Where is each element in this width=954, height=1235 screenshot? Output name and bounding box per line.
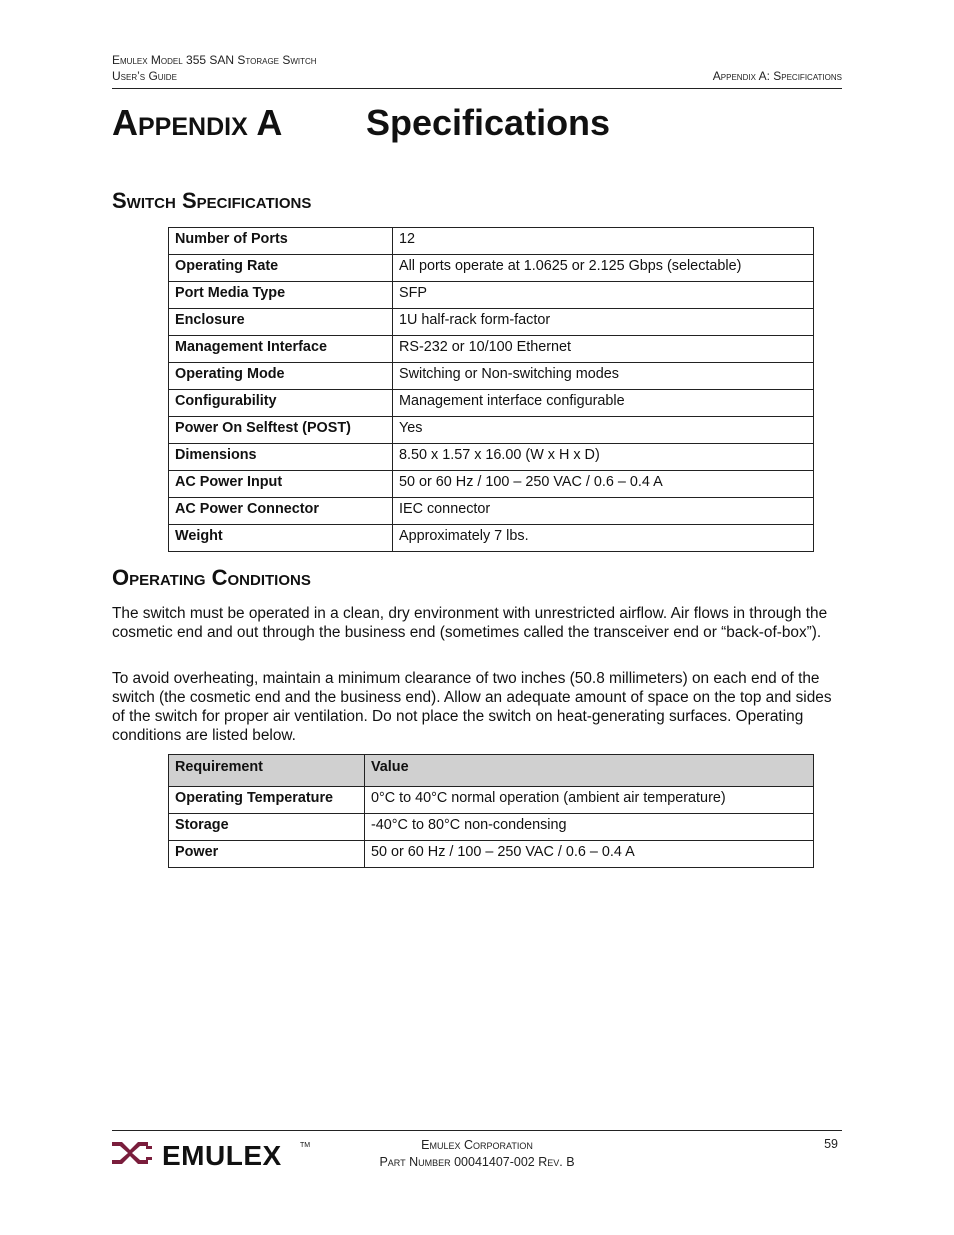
footer-rule <box>112 1130 842 1131</box>
spec-key: Port Media Type <box>169 282 393 309</box>
footer-center <box>300 1137 654 1171</box>
spec-row <box>169 525 814 552</box>
value-header: Value <box>365 755 814 787</box>
spec-row <box>169 471 814 498</box>
spec-row <box>169 390 814 417</box>
spec-key: Management Interface <box>169 336 393 363</box>
company-name: Emulex Corporation <box>421 1138 533 1152</box>
condition-value: -40°C to 80°C non-condensing <box>365 814 814 841</box>
page-number: 59 <box>824 1137 838 1151</box>
condition-value: 0°C to 40°C normal operation (ambient air temperature) <box>365 787 814 814</box>
spec-key: Configurability <box>169 390 393 417</box>
spec-value: SFP <box>393 282 814 309</box>
operating-conditions-table <box>168 754 814 868</box>
condition-key: Storage <box>169 814 365 841</box>
spec-value: IEC connector <box>393 498 814 525</box>
spec-key: Weight <box>169 525 393 552</box>
spec-value: 8.50 x 1.57 x 16.00 (W x H x D) <box>393 444 814 471</box>
spec-key: Enclosure <box>169 309 393 336</box>
spec-row <box>169 255 814 282</box>
spec-value: 50 or 60 Hz / 100 – 250 VAC / 0.6 – 0.4 A <box>393 471 814 498</box>
condition-row <box>169 841 814 868</box>
spec-value: Management interface configurable <box>393 390 814 417</box>
emulex-wordmark: EMULEX <box>162 1140 282 1170</box>
spec-row <box>169 417 814 444</box>
spec-row <box>169 282 814 309</box>
spec-value: All ports operate at 1.0625 or 2.125 Gbps (selectable) <box>393 255 814 282</box>
spec-value: 1U half-rack form-factor <box>393 309 814 336</box>
header-rule <box>112 88 842 89</box>
operating-para-2: To avoid overheating, maintain a minimum clearance of two inches (50.8 millimeters) on each end of the switch (the cosmetic end and the business end). Allow an adequate amount of space on the top and sides of the switch for proper air ventilation. Do not place the switch on heat-generating surfaces. Operating conditions are listed below. <box>112 670 832 744</box>
spec-key: AC Power Connector <box>169 498 393 525</box>
switch-specs-heading: Switch Specifications <box>112 188 312 213</box>
condition-row <box>169 787 814 814</box>
spec-value: RS-232 or 10/100 Ethernet <box>393 336 814 363</box>
spec-row <box>169 363 814 390</box>
spec-key: Number of Ports <box>169 228 393 255</box>
operating-conditions-heading: Operating Conditions <box>112 565 311 590</box>
spec-key: Operating Mode <box>169 363 393 390</box>
spec-key: Operating Rate <box>169 255 393 282</box>
switch-specs-table <box>168 227 814 552</box>
spec-value: Approximately 7 lbs. <box>393 525 814 552</box>
spec-key: AC Power Input <box>169 471 393 498</box>
operating-para-1: The switch must be operated in a clean, dry environment with unrestricted airflow. Air flows in through the cosmetic end and out through the business end (sometimes called the transceiver end or “back-of-box”). <box>112 605 828 641</box>
spec-key: Power On Selftest (POST) <box>169 417 393 444</box>
running-header-left <box>112 52 317 84</box>
appendix-name: Specifications <box>366 102 611 143</box>
part-number: Part Number 00041407-002 Rev. B <box>379 1155 575 1169</box>
trademark-mark: TM <box>300 1142 311 1149</box>
spec-value: Switching or Non-switching modes <box>393 363 814 390</box>
spec-value: Yes <box>393 417 814 444</box>
spec-row <box>169 336 814 363</box>
requirement-header: Requirement <box>169 755 365 787</box>
spec-row <box>169 228 814 255</box>
section-name: Appendix A: Specifications <box>712 69 842 83</box>
condition-key: Power <box>169 841 365 868</box>
spec-row <box>169 498 814 525</box>
product-name: Emulex Model 355 SAN Storage Switch <box>112 53 317 67</box>
condition-key: Operating Temperature <box>169 787 365 814</box>
condition-row <box>169 814 814 841</box>
condition-value: 50 or 60 Hz / 100 – 250 VAC / 0.6 – 0.4 A <box>365 841 814 868</box>
spec-row <box>169 444 814 471</box>
spec-row <box>169 309 814 336</box>
appendix-label: Appendix A <box>112 102 283 143</box>
spec-value: 12 <box>393 228 814 255</box>
emulex-logo <box>110 1136 320 1170</box>
emulex-mark-icon <box>112 1142 152 1164</box>
spec-key: Dimensions <box>169 444 393 471</box>
guide-name: User’s Guide <box>112 69 177 83</box>
